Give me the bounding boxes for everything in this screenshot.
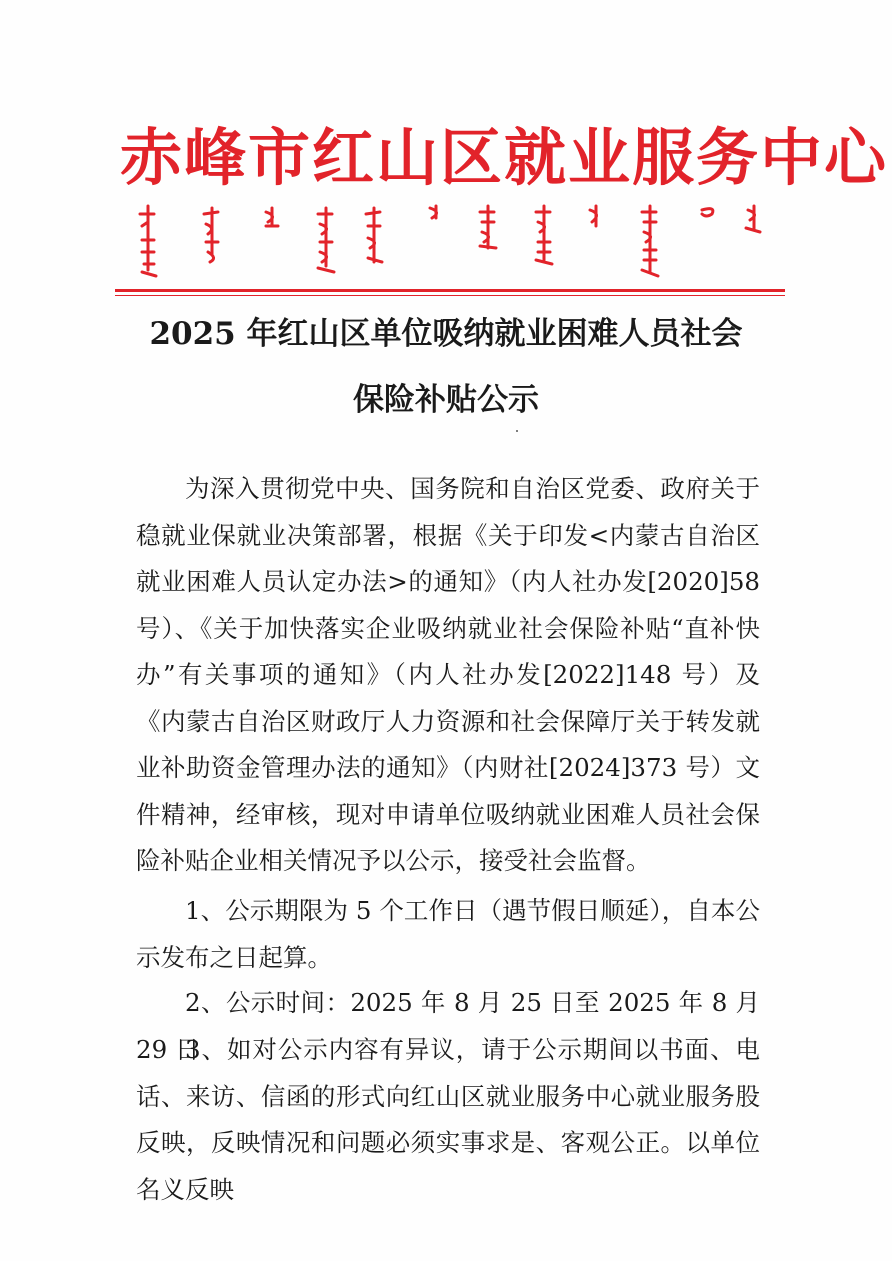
scan-speck bbox=[516, 430, 518, 432]
item-2-text: 2、公示时间：2025 年 8 月 25 日至 2025 年 8 月 29 日 bbox=[136, 988, 760, 1064]
letterhead-org-name: 赤峰市红山区就业服务中心 bbox=[120, 121, 889, 194]
mongolian-script-letterhead bbox=[120, 200, 780, 280]
letterhead-divider-thick bbox=[115, 289, 785, 292]
intro-text: 为深入贯彻党中央、国务院和自治区党委、政府关于稳就业保就业决策部署，根据《关于印发<内蒙古自治区就业困难人员认定办法>的通知》（内人社办发[2020]58 号）、《关于加快落实企业吸纳就业社会保险补贴“直补快办”有关事项的通知》（内人社办发[2022]148 号）及《内蒙古自治区财政厅人力资源和社会保障厅关于转发就业补助资金管理办法的通知》（内财社[2024]373 号）文件精神，经审核，现对申请单位吸纳就业困难人员社会保险补贴企业相关情况予以公示，接受社会监督。 bbox=[136, 474, 760, 875]
document-title-line2: 保险补贴公示 bbox=[353, 382, 539, 418]
letterhead-divider-thin bbox=[115, 295, 785, 296]
item-1-text: 1、公示期限为 5 个工作日（遇节假日顺延），自本公示发布之日起算。 bbox=[136, 896, 760, 972]
body-item-3 bbox=[136, 1027, 760, 1213]
body-paragraph-intro bbox=[136, 466, 760, 885]
document-title-line1: 2025 年红山区单位吸纳就业困难人员社会 bbox=[149, 316, 743, 352]
body-item-1 bbox=[136, 888, 760, 981]
item-3-text: 3、如对公示内容有异议，请于公示期间以书面、电话、来访、信函的形式向红山区就业服务中心就业服务股反映，反映情况和问题必须实事求是、客观公正。以单位名义反映 bbox=[136, 1035, 760, 1204]
